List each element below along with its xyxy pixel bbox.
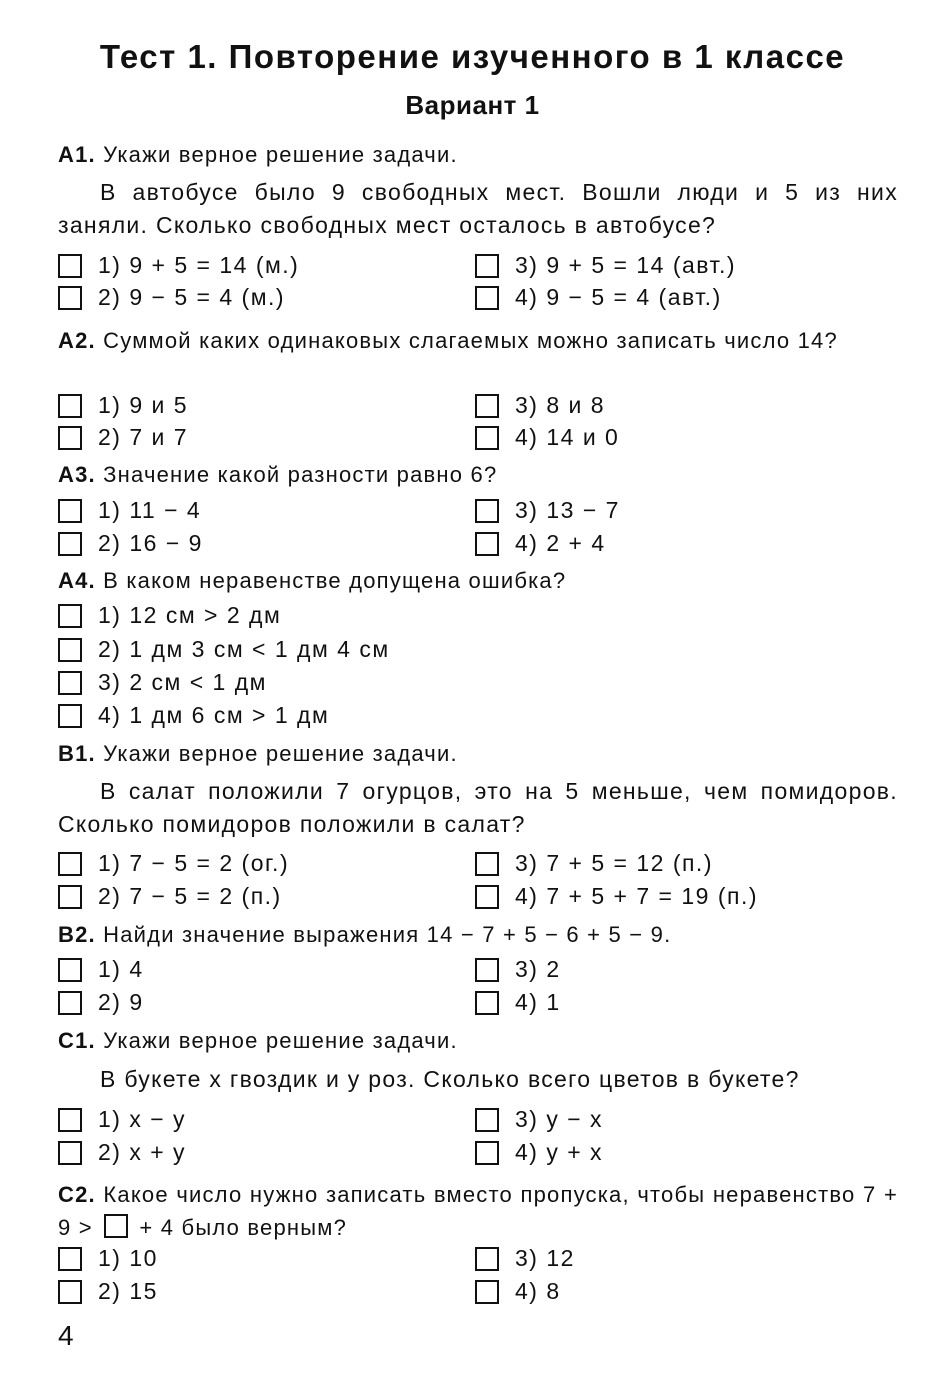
question-b1 — [58, 741, 898, 767]
option-label: 1) 4 — [98, 956, 144, 982]
question-text: В каком неравенстве допущена ошибка? — [103, 568, 567, 593]
answer-option[interactable] — [475, 252, 736, 279]
question-text: Суммой каких одинаковых слагаемых можно записать число 14? — [103, 328, 838, 353]
answer-option[interactable] — [475, 1278, 561, 1305]
question-a4 — [58, 568, 898, 594]
option-label: 3) 2 — [515, 956, 561, 982]
question-label: В2. — [58, 922, 96, 947]
option-label: 1) 7 − 5 = 2 (ог.) — [98, 850, 290, 876]
question-label: С1. — [58, 1028, 96, 1053]
question-text: Укажи верное решение задачи. — [103, 741, 458, 766]
checkbox[interactable] — [58, 1141, 82, 1165]
checkbox[interactable] — [58, 394, 82, 418]
checkbox[interactable] — [475, 499, 499, 523]
checkbox[interactable] — [475, 852, 499, 876]
answer-option[interactable] — [475, 989, 561, 1016]
variant-title: Вариант 1 — [405, 90, 540, 120]
checkbox[interactable] — [475, 1141, 499, 1165]
option-label: 3) 2 см < 1 дм — [98, 669, 267, 695]
answer-option[interactable] — [58, 850, 289, 877]
checkbox[interactable] — [58, 1247, 82, 1271]
checkbox[interactable] — [58, 1280, 82, 1304]
option-label: 2) 9 — [98, 989, 144, 1015]
option-label: 1) x − y — [98, 1106, 187, 1132]
checkbox[interactable] — [475, 1247, 499, 1271]
answer-option[interactable] — [58, 284, 285, 311]
checkbox[interactable] — [58, 426, 82, 450]
option-label: 3) y − x — [515, 1106, 604, 1132]
question-label: С2. — [58, 1182, 96, 1207]
checkbox[interactable] — [58, 1108, 82, 1132]
question-label: А3. — [58, 462, 96, 487]
option-label: 4) 1 дм 6 см > 1 дм — [98, 702, 330, 728]
option-label: 2) 7 и 7 — [98, 424, 189, 450]
option-label: 1) 9 и 5 — [98, 392, 189, 418]
problem-text: В автобусе было 9 свободных мест. Вошли люди и 5 из них заняли. Сколько свободных мест осталось в автобусе? — [58, 179, 898, 238]
answer-option[interactable] — [58, 530, 203, 557]
checkbox[interactable] — [58, 704, 82, 728]
question-text: Найди значение выражения 14 − 7 + 5 − 6 + 5 − 9. — [103, 922, 672, 947]
answer-option[interactable] — [475, 883, 758, 910]
page-number: 4 — [58, 1320, 74, 1351]
option-label: 3) 9 + 5 = 14 (авт.) — [515, 252, 737, 278]
checkbox[interactable] — [475, 394, 499, 418]
answer-option[interactable] — [475, 497, 620, 524]
option-label: 1) 11 − 4 — [98, 497, 202, 523]
option-label: 2) 15 — [98, 1278, 158, 1304]
option-label: 1) 9 + 5 = 14 (м.) — [98, 252, 300, 278]
answer-option[interactable] — [475, 424, 619, 451]
answer-option[interactable] — [475, 392, 605, 419]
checkbox[interactable] — [475, 958, 499, 982]
answer-option[interactable] — [58, 392, 188, 419]
option-label: 2) 7 − 5 = 2 (п.) — [98, 883, 282, 909]
question-c2 — [58, 1178, 898, 1244]
checkbox[interactable] — [58, 638, 82, 662]
checkbox[interactable] — [475, 1108, 499, 1132]
answer-option[interactable] — [475, 530, 606, 557]
option-label: 4) 1 — [515, 989, 561, 1015]
answer-option[interactable] — [58, 989, 144, 1016]
checkbox[interactable] — [58, 991, 82, 1015]
question-text-end: + 4 было верным? — [139, 1215, 348, 1240]
question-b2 — [58, 922, 898, 948]
question-label: В1. — [58, 741, 96, 766]
problem-text: В букете x гвоздик и y роз. Сколько всего цветов в букете? — [100, 1066, 800, 1092]
answer-option[interactable] — [58, 1278, 158, 1305]
checkbox[interactable] — [58, 499, 82, 523]
checkbox[interactable] — [58, 286, 82, 310]
checkbox[interactable] — [58, 254, 82, 278]
option-label: 1) 10 — [98, 1245, 158, 1271]
question-c1 — [58, 1028, 898, 1054]
answer-option[interactable] — [475, 284, 722, 311]
answer-option[interactable] — [58, 669, 267, 696]
checkbox[interactable] — [58, 604, 82, 628]
option-label: 3) 13 − 7 — [515, 497, 620, 523]
option-label: 3) 8 и 8 — [515, 392, 606, 418]
answer-option[interactable] — [58, 1245, 158, 1272]
checkbox[interactable] — [58, 885, 82, 909]
checkbox[interactable] — [475, 991, 499, 1015]
question-text: Значение какой разности равно 6? — [103, 462, 498, 487]
question-label: А1. — [58, 142, 96, 167]
option-label: 4) 9 − 5 = 4 (авт.) — [515, 284, 722, 310]
answer-option[interactable] — [58, 602, 281, 629]
answer-option[interactable] — [58, 497, 201, 524]
question-text: Укажи верное решение задачи. — [103, 142, 458, 167]
question-a3 — [58, 462, 898, 488]
answer-option[interactable] — [58, 1106, 186, 1133]
answer-option[interactable] — [58, 424, 188, 451]
option-label: 3) 7 + 5 = 12 (п.) — [515, 850, 713, 876]
answer-option[interactable] — [58, 883, 282, 910]
option-label: 2) 9 − 5 = 4 (м.) — [98, 284, 286, 310]
answer-option[interactable] — [58, 956, 144, 983]
answer-option[interactable] — [475, 850, 713, 877]
question-label: А2. — [58, 328, 96, 353]
answer-option[interactable] — [475, 1245, 575, 1272]
option-label: 3) 12 — [515, 1245, 575, 1271]
question-a2 — [58, 324, 898, 357]
checkbox[interactable] — [475, 885, 499, 909]
question-text: Укажи верное решение задачи. — [103, 1028, 458, 1053]
option-label: 2) x + y — [98, 1139, 187, 1165]
checkbox[interactable] — [58, 958, 82, 982]
option-label: 2) 1 дм 3 см < 1 дм 4 см — [98, 636, 390, 662]
answer-option[interactable] — [58, 252, 299, 279]
checkbox[interactable] — [58, 671, 82, 695]
checkbox[interactable] — [58, 532, 82, 556]
question-a1 — [58, 142, 898, 168]
blank-box[interactable] — [104, 1214, 128, 1238]
option-label: 4) 2 + 4 — [515, 530, 606, 556]
option-label: 1) 12 см > 2 дм — [98, 602, 282, 628]
problem-text: В салат положили 7 огурцов, это на 5 меньше, чем помидоров. Сколько помидоров положили в салат? — [58, 778, 898, 837]
question-text: Какое число нужно записать вместо пропуска, чтобы неравенство 7 + 9 > — [58, 1182, 899, 1240]
answer-option[interactable] — [475, 1106, 603, 1133]
checkbox[interactable] — [475, 254, 499, 278]
answer-option[interactable] — [58, 636, 390, 663]
answer-option[interactable] — [58, 1139, 186, 1166]
option-label: 4) 8 — [515, 1278, 561, 1304]
answer-option[interactable] — [475, 956, 561, 983]
option-label: 4) y + x — [515, 1139, 604, 1165]
answer-option[interactable] — [58, 702, 329, 729]
option-label: 4) 14 и 0 — [515, 424, 620, 450]
question-label: А4. — [58, 568, 96, 593]
checkbox[interactable] — [475, 286, 499, 310]
checkbox[interactable] — [475, 1280, 499, 1304]
checkbox[interactable] — [58, 852, 82, 876]
option-label: 2) 16 − 9 — [98, 530, 203, 556]
page-title: Тест 1. Повторение изученного в 1 классе — [99, 38, 846, 75]
checkbox[interactable] — [475, 426, 499, 450]
checkbox[interactable] — [475, 532, 499, 556]
answer-option[interactable] — [475, 1139, 603, 1166]
option-label: 4) 7 + 5 + 7 = 19 (п.) — [515, 883, 758, 909]
